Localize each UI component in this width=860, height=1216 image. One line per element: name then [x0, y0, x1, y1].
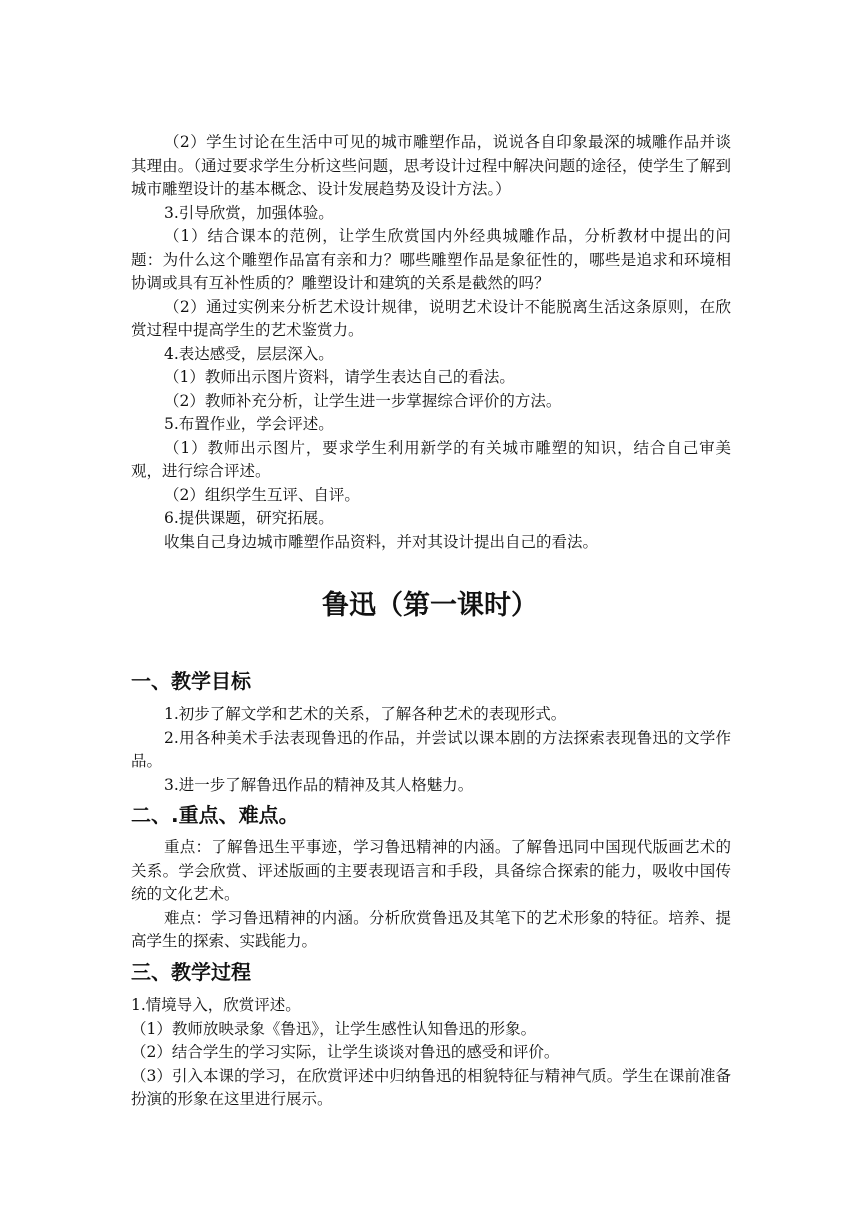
section-heading-process: 三、教学过程 [131, 960, 251, 984]
paragraph: （2）组织学生互评、自评。 [164, 485, 360, 504]
list-item: 2.用各种美术手法表现鲁迅的作品，并尝试以课本剧的方法探索表现鲁迅的文学作品。 [131, 728, 731, 770]
paragraph: （2）通过实例来分析艺术设计规律，说明艺术设计不能脱离生活这条原则，在欣赏过程中提高学生的艺术鉴赏力。 [131, 297, 731, 339]
paragraph: （1）结合课本的范例，让学生欣赏国内外经典城雕作品，分析教材中提出的问题：为什么这个雕塑作品富有亲和力？哪些雕塑作品是象征性的，哪些是追求和环境相协调或具有互补性质的？雕塑设计和建筑的关系是截然的吗？ [131, 227, 731, 292]
process-list [131, 994, 731, 1112]
paragraph: 收集自己身边城市雕塑作品资料，并对其设计提出自己的看法。 [164, 532, 599, 551]
list-item: （3）引入本课的学习，在欣赏评述中归纳鲁迅的相貌特征与精神气质。学生在课前准备扮演的形象在这里进行展示。 [131, 1066, 731, 1108]
paragraph: 6.提供课题，研究拓展。 [164, 509, 334, 527]
list-item: 1.初步了解文学和艺术的关系，了解各种艺术的表现形式。 [164, 705, 567, 723]
key-points-list [131, 836, 731, 954]
paragraph: 4.表达感受，层层深入。 [164, 344, 334, 363]
paragraph: （1）教师出示图片资料，请学生表达自己的看法。 [164, 368, 515, 386]
paragraph: 3.引导欣赏，加强体验。 [164, 203, 334, 222]
paragraph: （1）教师出示图片，要求学生利用新学的有关城市雕塑的知识，结合自己审美观，进行综合评述。 [131, 438, 731, 480]
paragraph: （2）教师补充分析，让学生进一步掌握综合评价的方法。 [164, 391, 562, 410]
section-heading-objectives: 一、教学目标 [131, 669, 251, 693]
top-section [131, 131, 731, 554]
list-item: 1.情境导入，欣赏评述。 [131, 996, 301, 1014]
objectives-list [131, 703, 731, 797]
list-item: 3.进一步了解鲁迅作品的精神及其人格魅力。 [164, 775, 474, 794]
list-item: 重点：了解鲁迅生平事迹，学习鲁迅精神的内涵。了解鲁迅同中国现代版画艺术的关系。学会欣赏、评述版画的主要表现语言和手段，具备综合探索的能力，吸收中国传统的文化艺术。 [131, 838, 731, 903]
list-item: （1）教师放映录象《鲁迅》，让学生感性认知鲁迅的形象。 [131, 1019, 537, 1038]
paragraph: （2）学生讨论在生活中可见的城市雕塑作品，说说各自印象最深的城雕作品并谈其理由。（通过要求学生分析这些问题，思考设计过程中解决问题的途径，使学生了解到城市雕塑设计的基本概念、设计发展趋势及设计方法。） [131, 133, 731, 198]
section-heading-key-points: 二、.重点、难点。 [131, 803, 299, 827]
lesson-title: 鲁迅（第一课时） [322, 590, 538, 621]
paragraph: 5.布置作业，学会评述。 [164, 415, 334, 433]
list-item: （2）结合学生的学习实际，让学生谈谈对鲁迅的感受和评价。 [131, 1043, 560, 1061]
list-item: 难点：学习鲁迅精神的内涵。分析欣赏鲁迅及其笔下的艺术形象的特征。培养、提高学生的探索、实践能力。 [131, 908, 731, 950]
